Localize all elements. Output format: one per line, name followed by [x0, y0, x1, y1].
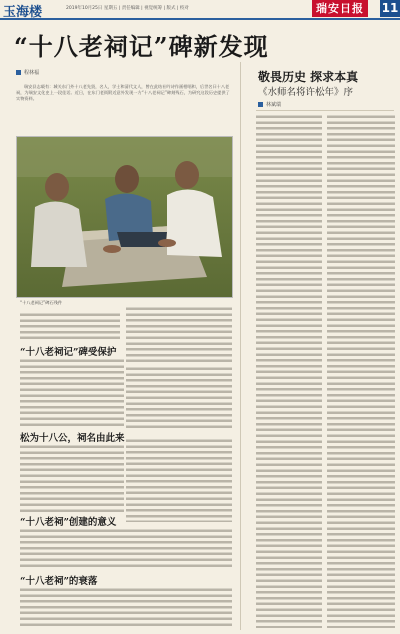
article-byline: [16, 69, 39, 76]
body-text-block: [20, 358, 124, 428]
right-article-subtitle: 《水师名将许松年》序: [258, 87, 354, 98]
body-text-block: [20, 587, 232, 629]
divider-line: [256, 110, 394, 111]
right-article-byline: [258, 101, 281, 108]
body-text-block: [126, 438, 232, 522]
photo-caption: “十八老祠记”碑石残件: [20, 300, 63, 305]
article-lede: 瑞安县志载有：城关东门外十八老先贤，名人，学士和清代文人，曾在此结社吟诗作画相唱和，后世名曰十八老祠，为瑞安文化史上一段佳话。近日，在东门老街附近意外发现一方“十八老祠记”碑刻残石，为研究这段历史提供了实物资料。: [16, 84, 230, 101]
newspaper-brand: 瑞安日报: [312, 0, 368, 17]
section-title: 玉海楼: [3, 5, 43, 20]
header-meta: 2019年10月25日 星期五 | 责任编辑 | 视觉统筹 | 版式 | 校对: [66, 6, 189, 11]
article-photo: [16, 136, 233, 298]
byline-author: 程林福: [24, 70, 40, 76]
body-text-block: [126, 366, 232, 428]
body-text-block: [20, 312, 120, 342]
body-text-block: [20, 528, 232, 570]
byline-icon: [258, 102, 263, 107]
section-heading-3: “十八老祠”创建的意义: [20, 517, 117, 528]
photo-illustration: [17, 137, 232, 297]
byline-icon: [16, 70, 21, 75]
article-headline: “十八老祠记”碑新发现: [14, 32, 269, 61]
section-heading-2: 松为十八公，祠名由此来: [20, 433, 125, 444]
section-heading-4: “十八老祠”的衰落: [20, 576, 98, 587]
right-article-title: 敬畏历史 探求本真: [258, 70, 359, 84]
body-text-block: [327, 114, 395, 628]
column-divider: [240, 62, 241, 630]
body-text-block: [20, 444, 124, 512]
body-text-block: [256, 114, 322, 628]
byline-author: 林斌瑞: [266, 102, 282, 108]
section-heading-1: “十八老祠记”碑受保护: [20, 347, 117, 358]
page-header: [0, 0, 400, 20]
page-number: 11: [381, 1, 399, 15]
body-text-block: [126, 306, 232, 364]
